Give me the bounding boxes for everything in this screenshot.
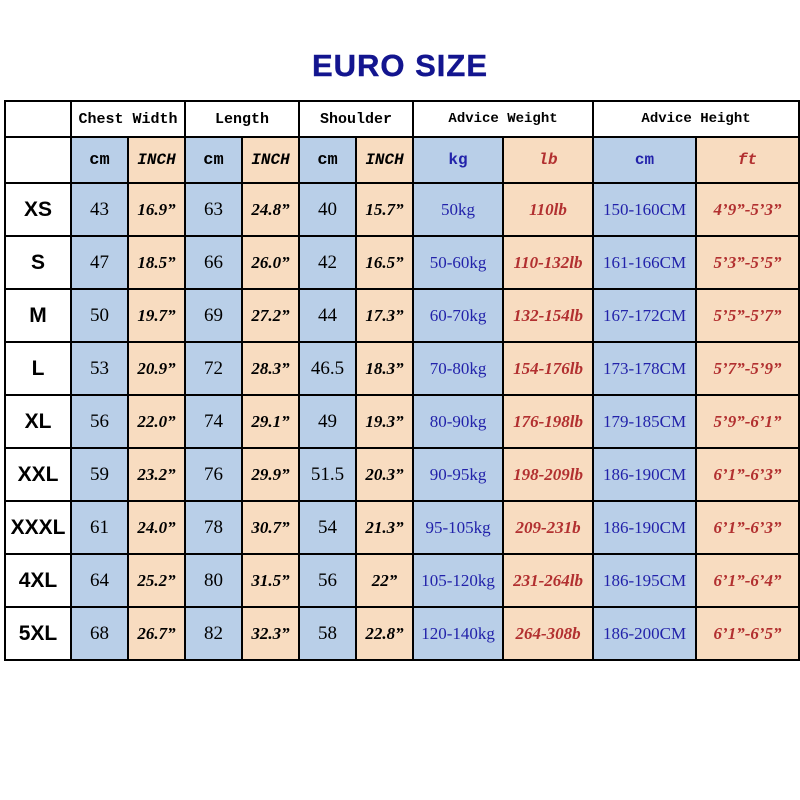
- cell-shoulder-cm: 40: [299, 183, 356, 236]
- unit-shoulder-inch: INCH: [356, 137, 413, 183]
- cell-shoulder-cm: 49: [299, 395, 356, 448]
- cell-length-cm: 78: [185, 501, 242, 554]
- cell-chest-inch: 18.5”: [128, 236, 185, 289]
- cell-chest-inch: 20.9”: [128, 342, 185, 395]
- cell-height-cm: 186-190CM: [593, 448, 696, 501]
- cell-height-cm: 161-166CM: [593, 236, 696, 289]
- cell-length-inch: 30.7”: [242, 501, 299, 554]
- size-table-body: [5, 183, 799, 660]
- cell-weight-lb: 176-198lb: [503, 395, 593, 448]
- table-row: [5, 342, 799, 395]
- table-row: [5, 448, 799, 501]
- cell-length-cm: 80: [185, 554, 242, 607]
- cell-height-ft: 6’1”-6’5”: [696, 607, 799, 660]
- cell-weight-lb: 110lb: [503, 183, 593, 236]
- header-shoulder: Shoulder: [299, 101, 413, 137]
- cell-shoulder-cm: 54: [299, 501, 356, 554]
- cell-weight-lb: 231-264lb: [503, 554, 593, 607]
- unit-header-row: [5, 137, 799, 183]
- cell-height-ft: 5’3”-5’5”: [696, 236, 799, 289]
- row-size-label: 4XL: [5, 554, 71, 607]
- cell-chest-cm: 59: [71, 448, 128, 501]
- table-row: [5, 395, 799, 448]
- row-size-label: XL: [5, 395, 71, 448]
- cell-weight-lb: 264-308b: [503, 607, 593, 660]
- cell-height-cm: 173-178CM: [593, 342, 696, 395]
- cell-shoulder-cm: 51.5: [299, 448, 356, 501]
- cell-chest-cm: 61: [71, 501, 128, 554]
- cell-chest-inch: 24.0”: [128, 501, 185, 554]
- cell-length-cm: 82: [185, 607, 242, 660]
- header-length: Length: [185, 101, 299, 137]
- cell-height-ft: 5’9”-6’1”: [696, 395, 799, 448]
- cell-shoulder-inch: 22.8”: [356, 607, 413, 660]
- unit-height-cm: cm: [593, 137, 696, 183]
- cell-length-inch: 26.0”: [242, 236, 299, 289]
- cell-chest-inch: 22.0”: [128, 395, 185, 448]
- cell-length-inch: 31.5”: [242, 554, 299, 607]
- cell-weight-lb: 209-231b: [503, 501, 593, 554]
- cell-chest-cm: 53: [71, 342, 128, 395]
- row-size-label: 5XL: [5, 607, 71, 660]
- header-advice-height: Advice Height: [593, 101, 799, 137]
- cell-length-inch: 24.8”: [242, 183, 299, 236]
- row-size-label: XS: [5, 183, 71, 236]
- cell-chest-cm: 68: [71, 607, 128, 660]
- size-column-header: [5, 137, 71, 183]
- header-advice-weight: Advice Weight: [413, 101, 593, 137]
- cell-chest-inch: 25.2”: [128, 554, 185, 607]
- cell-shoulder-inch: 19.3”: [356, 395, 413, 448]
- cell-weight-lb: 110-132lb: [503, 236, 593, 289]
- cell-length-cm: 63: [185, 183, 242, 236]
- cell-height-cm: 186-195CM: [593, 554, 696, 607]
- cell-height-cm: 150-160CM: [593, 183, 696, 236]
- cell-shoulder-inch: 22”: [356, 554, 413, 607]
- unit-height-ft: ft: [696, 137, 799, 183]
- cell-length-inch: 32.3”: [242, 607, 299, 660]
- unit-length-inch: INCH: [242, 137, 299, 183]
- table-row: [5, 236, 799, 289]
- row-size-label: M: [5, 289, 71, 342]
- corner-cell: [5, 101, 71, 137]
- cell-length-cm: 66: [185, 236, 242, 289]
- cell-chest-cm: 50: [71, 289, 128, 342]
- cell-height-ft: 6’1”-6’4”: [696, 554, 799, 607]
- cell-shoulder-cm: 46.5: [299, 342, 356, 395]
- cell-weight-lb: 198-209lb: [503, 448, 593, 501]
- cell-height-cm: 167-172CM: [593, 289, 696, 342]
- cell-chest-cm: 64: [71, 554, 128, 607]
- cell-weight-kg: 50-60kg: [413, 236, 503, 289]
- unit-weight-lb: lb: [503, 137, 593, 183]
- row-size-label: L: [5, 342, 71, 395]
- cell-weight-kg: 90-95kg: [413, 448, 503, 501]
- cell-shoulder-inch: 21.3”: [356, 501, 413, 554]
- cell-length-cm: 69: [185, 289, 242, 342]
- group-header-row: [5, 101, 799, 137]
- cell-length-cm: 74: [185, 395, 242, 448]
- cell-shoulder-cm: 42: [299, 236, 356, 289]
- cell-weight-kg: 95-105kg: [413, 501, 503, 554]
- cell-chest-inch: 19.7”: [128, 289, 185, 342]
- cell-weight-kg: 60-70kg: [413, 289, 503, 342]
- table-row: [5, 554, 799, 607]
- unit-weight-kg: kg: [413, 137, 503, 183]
- cell-weight-lb: 132-154lb: [503, 289, 593, 342]
- cell-shoulder-inch: 17.3”: [356, 289, 413, 342]
- cell-chest-inch: 16.9”: [128, 183, 185, 236]
- row-size-label: XXL: [5, 448, 71, 501]
- cell-length-cm: 72: [185, 342, 242, 395]
- cell-shoulder-inch: 18.3”: [356, 342, 413, 395]
- cell-height-cm: 186-190CM: [593, 501, 696, 554]
- cell-chest-cm: 56: [71, 395, 128, 448]
- cell-shoulder-cm: 58: [299, 607, 356, 660]
- cell-weight-lb: 154-176lb: [503, 342, 593, 395]
- cell-chest-inch: 26.7”: [128, 607, 185, 660]
- cell-height-ft: 6’1”-6’3”: [696, 501, 799, 554]
- cell-height-ft: 6’1”-6’3”: [696, 448, 799, 501]
- cell-height-cm: 186-200CM: [593, 607, 696, 660]
- cell-shoulder-cm: 44: [299, 289, 356, 342]
- cell-height-cm: 179-185CM: [593, 395, 696, 448]
- cell-weight-kg: 70-80kg: [413, 342, 503, 395]
- table-row: [5, 289, 799, 342]
- cell-height-ft: 4’9”-5’3”: [696, 183, 799, 236]
- table-row: [5, 183, 799, 236]
- cell-shoulder-inch: 15.7”: [356, 183, 413, 236]
- cell-height-ft: 5’5”-5’7”: [696, 289, 799, 342]
- cell-height-ft: 5’7”-5’9”: [696, 342, 799, 395]
- cell-length-inch: 29.9”: [242, 448, 299, 501]
- table-row: [5, 501, 799, 554]
- cell-chest-cm: 47: [71, 236, 128, 289]
- unit-length-cm: cm: [185, 137, 242, 183]
- size-table-wrapper: [0, 100, 800, 661]
- unit-chest-inch: INCH: [128, 137, 185, 183]
- row-size-label: S: [5, 236, 71, 289]
- cell-length-cm: 76: [185, 448, 242, 501]
- unit-shoulder-cm: cm: [299, 137, 356, 183]
- header-chest-width: Chest Width: [71, 101, 185, 137]
- cell-shoulder-cm: 56: [299, 554, 356, 607]
- cell-chest-inch: 23.2”: [128, 448, 185, 501]
- page-title: EURO SIZE: [311, 48, 489, 83]
- cell-weight-kg: 50kg: [413, 183, 503, 236]
- cell-weight-kg: 80-90kg: [413, 395, 503, 448]
- table-row: [5, 607, 799, 660]
- euro-size-table: [4, 100, 800, 661]
- row-size-label: XXXL: [5, 501, 71, 554]
- cell-shoulder-inch: 16.5”: [356, 236, 413, 289]
- cell-weight-kg: 120-140kg: [413, 607, 503, 660]
- cell-length-inch: 29.1”: [242, 395, 299, 448]
- cell-weight-kg: 105-120kg: [413, 554, 503, 607]
- cell-length-inch: 28.3”: [242, 342, 299, 395]
- cell-chest-cm: 43: [71, 183, 128, 236]
- cell-length-inch: 27.2”: [242, 289, 299, 342]
- unit-chest-cm: cm: [71, 137, 128, 183]
- cell-shoulder-inch: 20.3”: [356, 448, 413, 501]
